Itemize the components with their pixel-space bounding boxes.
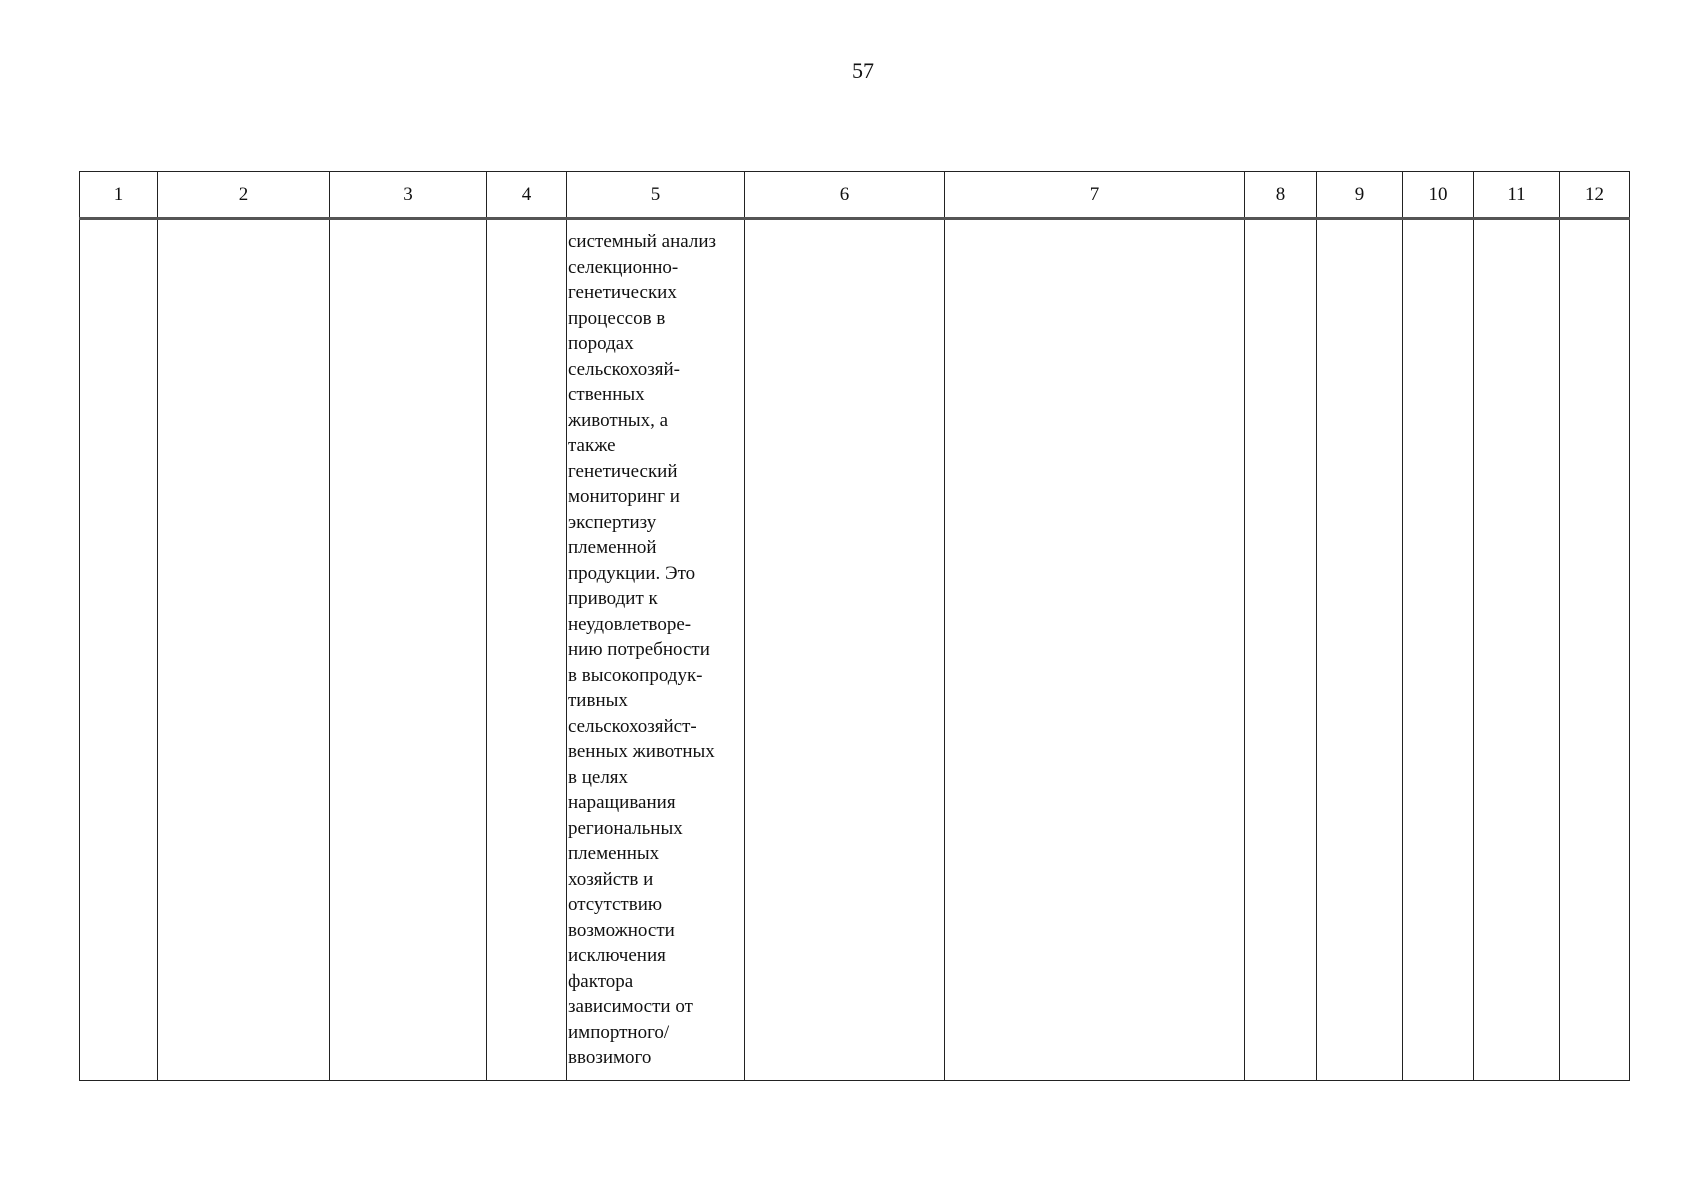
data-table [79, 171, 1630, 1081]
cell-text [1317, 220, 1402, 229]
table-cell-8 [1245, 219, 1317, 1081]
column-header-3: 3 [330, 172, 487, 219]
cell-text [487, 220, 566, 229]
cell-text [1403, 220, 1473, 229]
column-header-1: 1 [80, 172, 158, 219]
cell-text [1560, 220, 1629, 229]
column-header-6: 6 [745, 172, 945, 219]
cell-text [80, 220, 157, 229]
cell-text [945, 220, 1244, 229]
table-cell-4 [487, 219, 567, 1081]
table-cell-3 [330, 219, 487, 1081]
table-cell-6 [745, 219, 945, 1081]
table-cell-12 [1560, 219, 1630, 1081]
column-header-11: 11 [1474, 172, 1560, 219]
cell-text [1245, 220, 1316, 229]
table-row [80, 219, 1630, 1081]
cell-text [745, 220, 944, 229]
table-header-row [80, 172, 1630, 219]
column-header-12: 12 [1560, 172, 1630, 219]
column-header-2: 2 [158, 172, 330, 219]
table-cell-9 [1317, 219, 1403, 1081]
column-header-8: 8 [1245, 172, 1317, 219]
table-cell-11 [1474, 219, 1560, 1081]
table-cell-10 [1403, 219, 1474, 1081]
column-header-5: 5 [567, 172, 745, 219]
column-header-4: 4 [487, 172, 567, 219]
cell-text [1474, 220, 1559, 229]
cell-text [330, 220, 486, 229]
cell-text: системный анализ селекционно- генетических процессов в породах сельскохозяй- ственных животных, а также генетический мониторинг и экспертизу племенной продукции. Это приводит к неудовлетворе- нию потребности в высокопродук- тивных сельскохозяйст- венных животных в целях наращивания региональных племенных хозяйств и отсутствию возможности исключения фактора зависимости от импортного/ ввозимого [568, 231, 717, 1068]
page-number: 57 [852, 58, 874, 83]
column-header-9: 9 [1317, 172, 1403, 219]
table-cell-2 [158, 219, 330, 1081]
column-header-7: 7 [945, 172, 1245, 219]
table-cell-1 [80, 219, 158, 1081]
table-cell-7 [945, 219, 1245, 1081]
table-cell-5 [567, 219, 745, 1081]
column-header-10: 10 [1403, 172, 1474, 219]
cell-text [158, 220, 329, 229]
